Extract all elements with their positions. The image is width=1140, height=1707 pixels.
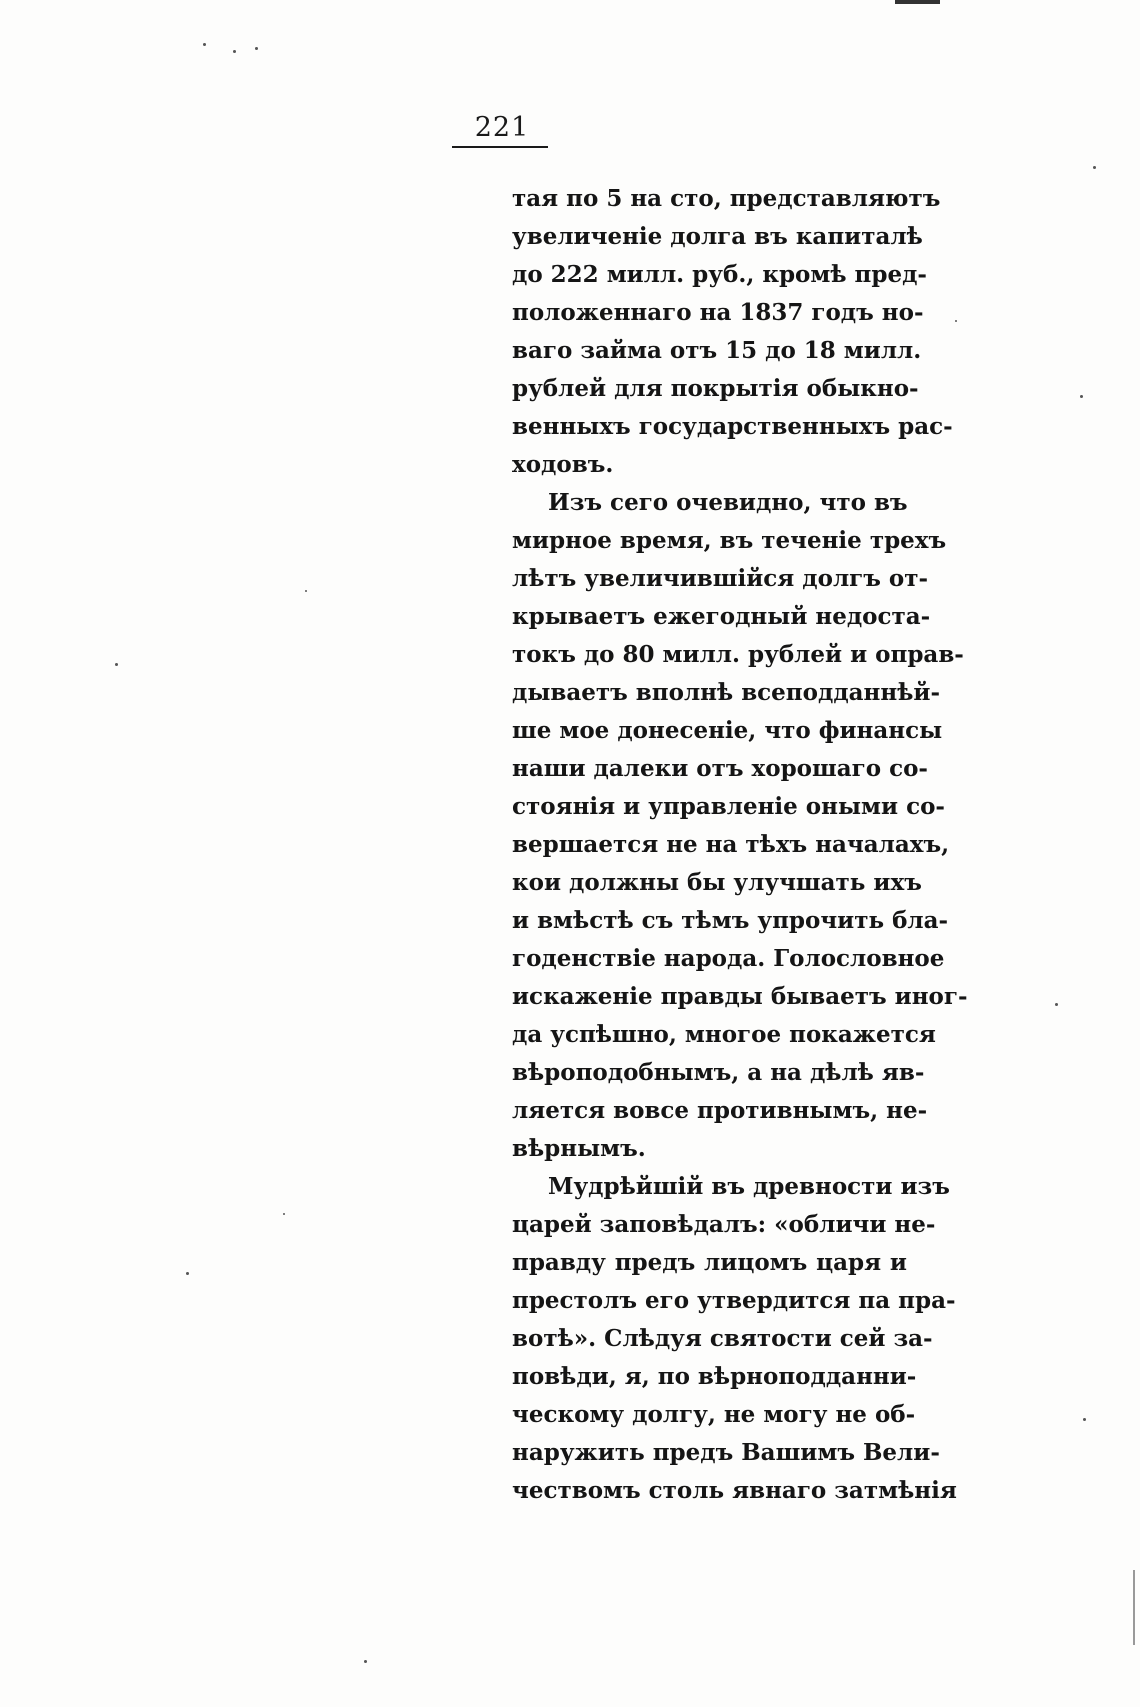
text-line: наши далеки отъ хорошаго со- [512,755,928,782]
text-line: вѣрнымъ. [512,1135,646,1162]
text-line: Изъ сего очевидно, что въ [548,489,908,516]
text-line: увеличеніе долга въ капиталѣ [512,223,923,250]
text-line: ваго займа отъ 15 до 18 милл. [512,337,922,364]
text-line: рублей для покрытія обыкно- [512,375,919,402]
text-line: престолъ его утвердится па пра- [512,1287,956,1314]
text-line: ческому долгу, не могу не об- [512,1401,916,1428]
text-line: до 222 милл. руб., кромѣ пред- [512,261,927,288]
edge-mark [895,0,940,4]
text-column [512,180,968,1510]
text-line: годенствіе народа. Голословное [512,945,945,972]
scan-speck [1093,166,1096,169]
scan-speck [115,663,118,666]
edge-mark [1133,1570,1135,1645]
text-line: вотѣ». Слѣдуя святости сей за- [512,1325,933,1352]
text-line: дываетъ вполнѣ всеподданнѣй- [512,679,940,706]
page-number: 221 [474,112,530,143]
text-line: повѣди, я, по вѣрноподданни- [512,1363,917,1390]
text-line: мирное время, въ теченіе трехъ [512,527,947,554]
text-line: венныхъ государственныхъ рас- [512,413,953,440]
scan-speck [283,1213,285,1215]
scan-speck [233,50,236,53]
text-line: кои должны бы улучшать ихъ [512,869,922,896]
scan-speck [955,320,957,322]
paragraph-1 [512,180,953,484]
text-line: и вмѣстѣ съ тѣмъ упрочить бла- [512,907,949,934]
text-line: да успѣшно, многое покажется [512,1021,936,1048]
scan-speck [305,590,307,592]
text-line: ляется вовсе противнымъ, не- [512,1097,928,1124]
text-line: чествомъ столь явнаго затмѣнія [512,1477,957,1504]
text-line: лѣтъ увеличившійся долгъ от- [512,565,929,592]
text-line: положеннаго на 1837 годъ но- [512,299,924,326]
paragraph-3 [512,1168,957,1510]
text-line: ше мое донесеніе, что финансы [512,717,943,744]
text-line: наружить предъ Вашимъ Вели- [512,1439,940,1466]
text-line: царей заповѣдалъ: «обличи не- [512,1211,936,1238]
scan-speck [255,47,258,50]
scan-speck [364,1660,367,1663]
scan-speck [186,1272,189,1275]
scan-speck [1080,395,1083,398]
page-number-rule [452,146,548,148]
text-line: стоянія и управленіе оными со- [512,793,945,820]
scan-speck [1055,1003,1058,1006]
text-line: вершается не на тѣхъ началахъ, [512,831,950,858]
text-line: искаженіе правды бываетъ иног- [512,983,968,1010]
text-line: токъ до 80 милл. рублей и оправ- [512,641,964,668]
scan-speck [1083,1418,1086,1421]
paragraph-2 [512,484,968,1168]
text-line: ходовъ. [512,451,614,478]
scan-speck [203,43,206,46]
text-line: Мудрѣйшій въ древности изъ [548,1173,950,1200]
text-line: правду предъ лицомъ царя и [512,1249,907,1276]
text-line: вѣроподобнымъ, а на дѣлѣ яв- [512,1059,925,1086]
text-line: тая по 5 на сто, представляютъ [512,185,941,212]
text-line: крываетъ ежегодный недоста- [512,603,931,630]
